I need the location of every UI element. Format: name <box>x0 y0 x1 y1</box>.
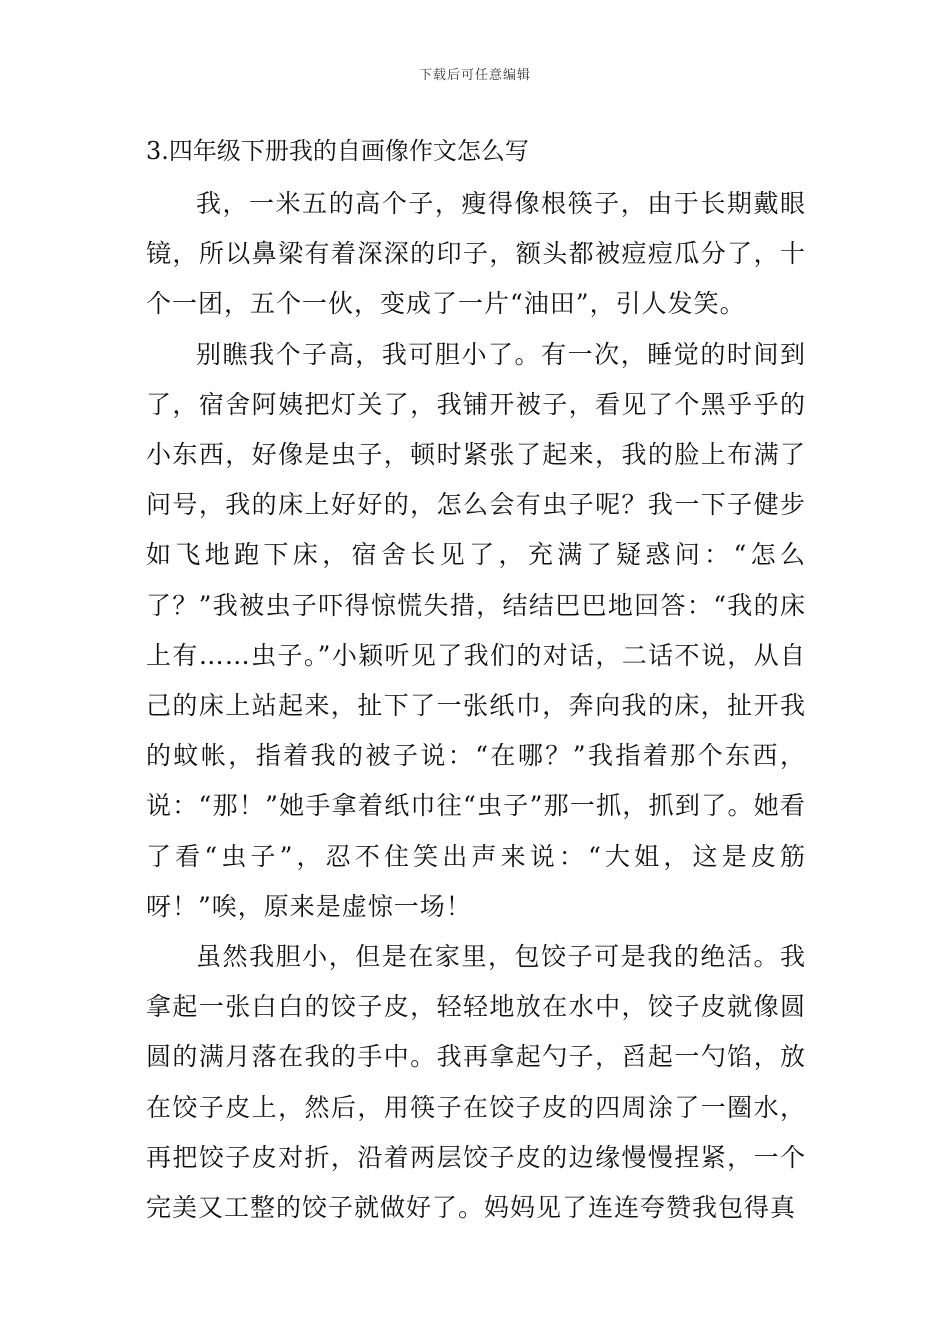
paragraph-dumplings: 虽然我胆小，但是在家里，包饺子可是我的绝活。我拿起一张白白的饺子皮，轻轻地放在水中，饺子皮就像圆圆的满月落在我的手中。我再拿起勺子，舀起一勺馅，放在饺子皮上，然后，用筷子在饺子皮的四周涂了一圈水，再把饺子皮对折，沿着两层饺子皮的边缘慢慢捏紧，一个完美又工整的饺子就做好了。妈妈见了连连夸赞我包得真 <box>146 942 806 1223</box>
page-header-note: 下载后可任意编辑 <box>418 68 531 83</box>
document-title: 3.四年级下册我的自画像作文怎么写 <box>146 137 529 165</box>
document-body <box>146 129 806 1233</box>
paragraph-self-description: 我，一米五的高个子，瘦得像根筷子，由于长期戴眼镜，所以鼻梁有着深深的印子，额头都被痘痘瓜分了，十个一团，五个一伙，变成了一片“油田”，引人发笑。 <box>146 189 806 319</box>
paragraph-bug-story: 别瞧我个子高，我可胆小了。有一次，睡觉的时间到了，宿舍阿姨把灯关了，我铺开被子，看见了个黑乎乎的小东西，好像是虫子，顿时紧张了起来，我的脸上布满了问号，我的床上好好的，怎么会有虫子呢？我一下子健步如飞地跑下床，宿舍长见了，充满了疑惑问：“怎么了？”我被虫子吓得惊慌失措，结结巴巴地回答：“我的床上有……虫子。”小颖听见了我们的对话，二话不说，从自己的床上站起来，扯下了一张纸巾，奔向我的床，扯开我的蚊帐，指着我的被子说：“在哪？”我指着那个东西，说：“那！”她手拿着纸巾往“虫子”那一抓，抓到了。她看了看“虫子”，忍不住笑出声来说：“大姐，这是皮筋呀！”唉，原来是虚惊一场！ <box>146 339 806 921</box>
